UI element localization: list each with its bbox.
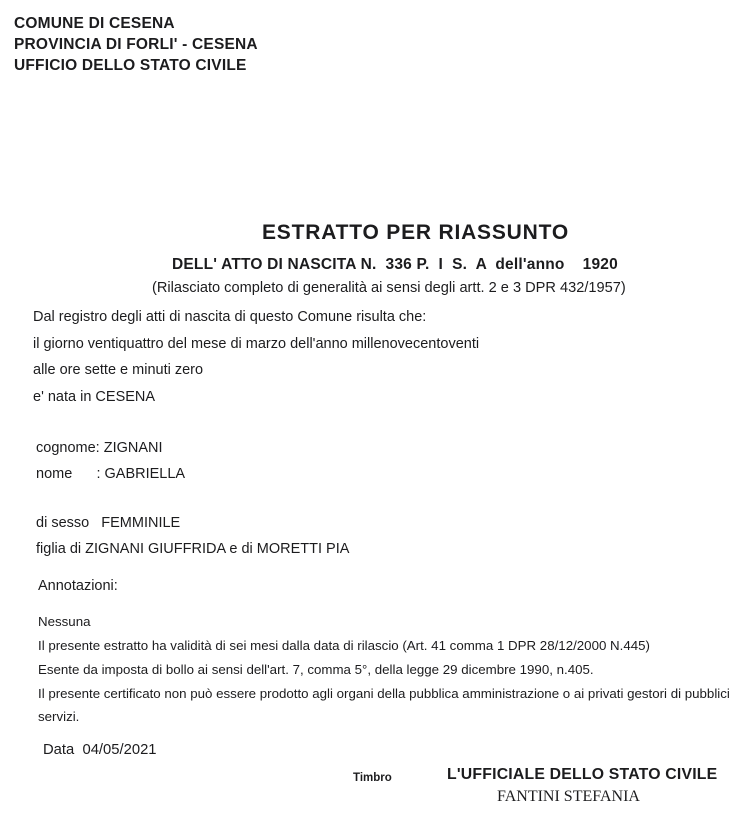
given-name-line: nome : GABRIELLA	[36, 466, 186, 482]
document-title: ESTRATTO PER RIASSUNTO	[262, 221, 569, 244]
official-title-line: L'UFFICIALE DELLO STATO CIVILE	[447, 766, 718, 783]
document-subtitle-act-number: DELL' ATTO DI NASCITA N. 336 P. I S. A dell'anno 1920	[172, 256, 618, 273]
birth-place-line: e' nata in CESENA	[33, 389, 156, 405]
header-line-ufficio: UFFICIO DELLO STATO CIVILE	[14, 57, 247, 74]
birth-date-line: il giorno ventiquattro del mese di marzo dell'anno millenovecentoventi	[33, 336, 480, 352]
parents-line: figlia di ZIGNANI GIUFFRIDA e di MORETTI PIA	[36, 541, 350, 557]
sex-line: di sesso FEMMINILE	[36, 515, 181, 531]
document-release-note: (Rilasciato completo di generalità ai sensi degli artt. 2 e 3 DPR 432/1957)	[152, 280, 626, 296]
surname-line: cognome: ZIGNANI	[36, 440, 163, 456]
header-line-comune: COMUNE DI CESENA	[14, 15, 175, 32]
header-line-provincia: PROVINCIA DI FORLI' - CESENA	[14, 36, 258, 53]
issuing-office-header	[14, 13, 258, 76]
registry-intro-line: Dal registro degli atti di nascita di questo Comune risulta che:	[33, 309, 427, 325]
official-name-signature: FANTINI STEFANIA	[497, 788, 640, 805]
stamp-placeholder-label: Timbro	[353, 772, 392, 784]
annotation-usage-restriction: Il presente certificato non può essere prodotto agli organi della pubblica amministrazione o ai privati gestori di pubblici servizi.	[38, 686, 730, 724]
annotation-stamp-duty-exemption: Esente da imposta di bollo ai sensi dell'art. 7, comma 5°, della legge 29 dicembre 1990, n.405.	[38, 662, 594, 677]
issue-date-line: Data 04/05/2021	[43, 742, 157, 758]
birth-time-line: alle ore sette e minuti zero	[33, 362, 204, 378]
annotations-heading: Annotazioni:	[38, 578, 118, 594]
annotation-none: Nessuna	[38, 614, 91, 629]
annotation-validity: Il presente estratto ha validità di sei mesi dalla data di rilascio (Art. 41 comma 1 DPR 28/12/2000 N.445)	[38, 638, 650, 653]
